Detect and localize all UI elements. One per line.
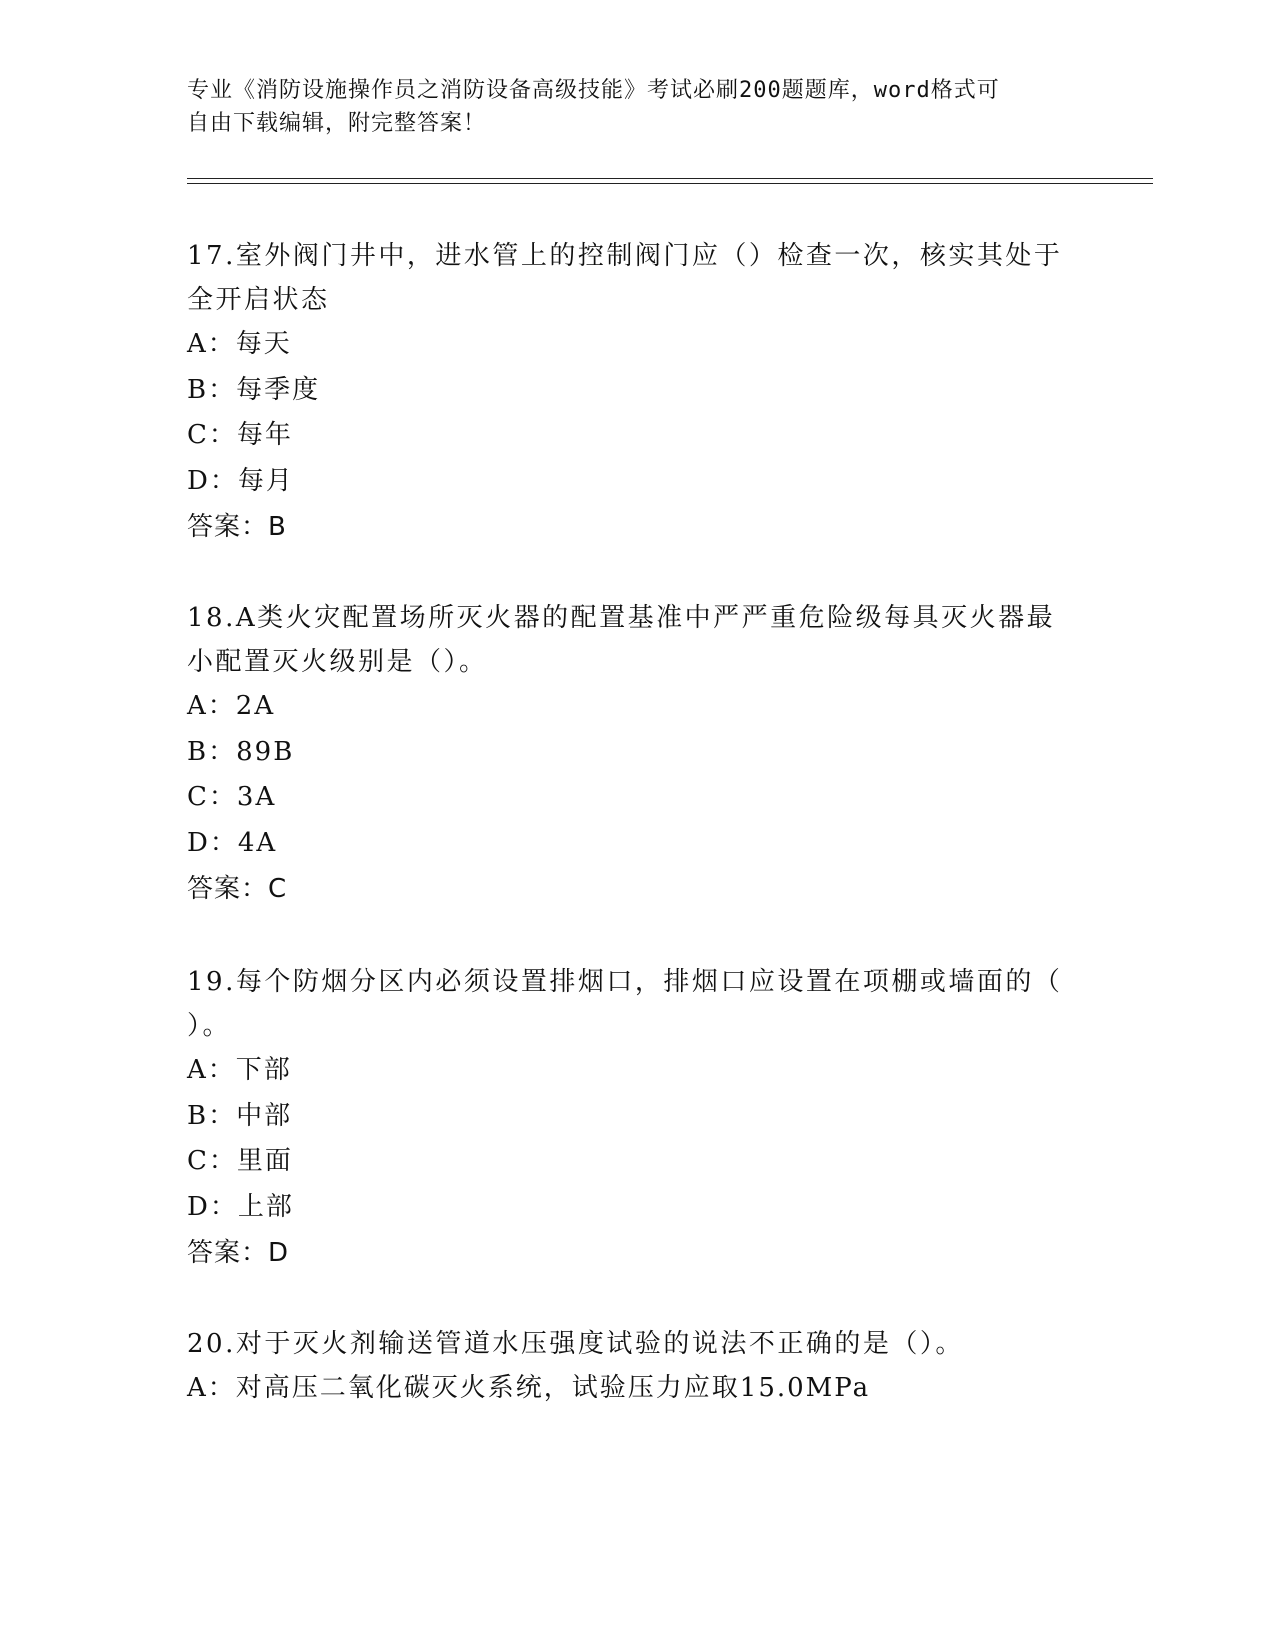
option-text: 对高压二氧化碳灭火系统，试验压力应取15.0MPa bbox=[235, 1373, 871, 1403]
question-18 bbox=[187, 596, 1087, 912]
option-key: A： bbox=[187, 1373, 236, 1403]
option-text: 2A bbox=[235, 691, 276, 721]
option-text: 每月 bbox=[237, 465, 294, 496]
question-stem bbox=[187, 234, 1087, 322]
option-key: C： bbox=[187, 1146, 237, 1176]
answer-line: 答案：B bbox=[187, 512, 287, 542]
option-text: 下部 bbox=[235, 1055, 292, 1085]
header-divider-top bbox=[187, 178, 1153, 179]
question-stem-line: 全开启状态 bbox=[187, 285, 330, 315]
answer-line: 答案：D bbox=[187, 1238, 290, 1268]
option-text: 89B bbox=[236, 736, 295, 767]
question-stem-line: 17.室外阀门井中，进水管上的控制阀门应（）检查一次，核实其处于 bbox=[187, 241, 1063, 271]
question-17 bbox=[187, 234, 1087, 550]
option-key: C： bbox=[187, 420, 237, 450]
option-text: 每季度 bbox=[236, 374, 321, 405]
option-text: 3A bbox=[236, 782, 277, 812]
option-key: D： bbox=[187, 465, 238, 496]
question-stem bbox=[187, 596, 1087, 684]
option-key: A： bbox=[187, 691, 236, 721]
option-text: 4A bbox=[237, 827, 278, 858]
option-a bbox=[187, 1048, 1087, 1094]
header-divider-bottom bbox=[187, 183, 1153, 184]
option-d bbox=[187, 821, 1087, 867]
header-line-2: 自由下载编辑，附完整答案！ bbox=[187, 111, 487, 136]
question-19 bbox=[187, 960, 1087, 1276]
option-key: C： bbox=[187, 782, 237, 812]
option-text: 每年 bbox=[236, 420, 293, 450]
option-d bbox=[187, 1185, 1087, 1231]
question-20 bbox=[187, 1322, 1087, 1412]
option-text: 中部 bbox=[236, 1100, 293, 1131]
option-d bbox=[187, 459, 1087, 505]
option-key: A： bbox=[187, 329, 236, 359]
header-line-1: 专业《消防设施操作员之消防设备高级技能》考试必刷200题题库，word格式可 bbox=[187, 78, 1000, 103]
question-stem-line: 小配置灭火级别是（）。 bbox=[187, 647, 488, 677]
option-b bbox=[187, 1094, 1087, 1140]
option-c bbox=[187, 413, 1087, 459]
document-header bbox=[187, 74, 1067, 140]
question-stem bbox=[187, 1322, 1087, 1366]
question-stem-line: 19.每个防烟分区内必须设置排烟口，排烟口应设置在项棚或墙面的（ bbox=[187, 967, 1063, 997]
option-key: D： bbox=[187, 827, 238, 858]
option-key: A： bbox=[187, 1055, 236, 1085]
answer-line: 答案：C bbox=[187, 874, 288, 904]
option-key: B： bbox=[187, 736, 237, 767]
option-b bbox=[187, 730, 1087, 776]
option-a bbox=[187, 684, 1087, 730]
option-key: D： bbox=[187, 1191, 238, 1222]
option-b bbox=[187, 368, 1087, 414]
question-stem-line: 20.对于灭火剂输送管道水压强度试验的说法不正确的是（）。 bbox=[187, 1329, 964, 1359]
option-key: B： bbox=[187, 1100, 237, 1131]
option-text: 里面 bbox=[236, 1146, 293, 1176]
option-text: 每天 bbox=[235, 329, 292, 359]
option-c bbox=[187, 775, 1087, 821]
option-a bbox=[187, 322, 1087, 368]
question-stem bbox=[187, 960, 1087, 1048]
option-c bbox=[187, 1139, 1087, 1185]
question-stem-line: 18.A类火灾配置场所灭火器的配置基准中严严重危险级每具灭火器最 bbox=[187, 603, 1056, 633]
option-text: 上部 bbox=[237, 1191, 294, 1222]
question-stem-line: ）。 bbox=[187, 1011, 232, 1041]
option-key: B： bbox=[187, 374, 237, 405]
option-a bbox=[187, 1366, 1087, 1412]
